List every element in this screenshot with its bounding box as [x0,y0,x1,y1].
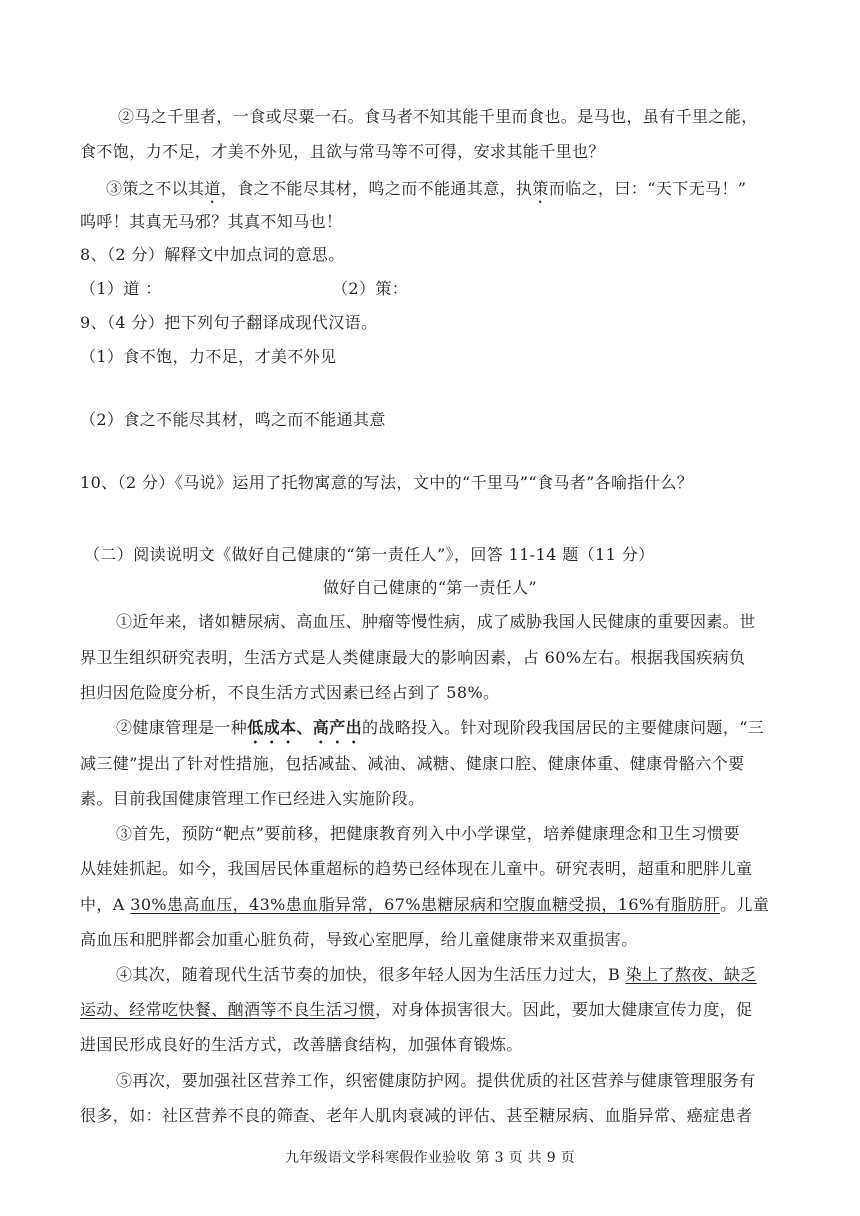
underlined-sentence-a: 30%患高血压，43%患血脂异常，67%患糖尿病和空腹血糖受损，16%有脂肪肝 [130,895,721,914]
question-8-1: （1）道 ： [80,279,162,298]
question-9-2: （2）食之不能尽其材，鸣之而不能通其意 [80,410,386,429]
text-segment: 。儿童 [720,895,770,914]
question-8: 8、（2 分）解释文中加点词的意思。 [80,245,345,264]
article-p2-line1 [116,715,764,747]
article-p1-line2: 界卫生组织研究表明，生活方式是人类健康最大的影响因素，占 60%左右。根据我国疾病负 [80,648,746,667]
dotted-phrase-low-cost: 低成本、高产出 [247,718,363,737]
question-9-1: （1）食不饱，力不足，才美不外见 [80,347,337,366]
dotted-word-ce: 策 [532,179,549,198]
underlined-sentence-b-part2: 运动、经常吃快餐、酗酒等不良生活习惯 [80,1000,376,1019]
text-segment: 中，A [80,895,131,914]
article-p4-line3: 进国民形成良好的生活方式，改善膳食结构，加强体育锻炼。 [80,1035,523,1054]
section2-intro: （二）阅读说明文《做好自己健康的“第一责任人”》，回答 11-14 题（11 分） [84,545,655,564]
passage-p2-line2: 食不饱，力不足，才美不外见，且欲与常马等不可得，安求其能千里也？ [80,142,605,161]
dotted-word-dao: 道 [204,179,221,198]
passage-p3-line2: 呜呼！其真无马邪？其真不知马也！ [80,212,343,231]
article-p1-line1: ①近年来，诸如糖尿病、高血压、肿瘤等慢性病，成了威胁我国人民健康的重要因素。世 [116,612,756,631]
article-p5-line1: ⑤再次，要加强社区营养工作，织密健康防护网。提供优质的社区营养与健康管理服务有 [116,1071,756,1090]
text-segment: ④其次，随着现代生活节奏的加快，很多年轻人因为生活压力过大，B [116,965,626,984]
article-p3-line3 [80,892,769,915]
article-p2-line2: 减三健”提出了针对性措施，包括减盐、减油、减糖、健康口腔、健康体重、健康骨骼六个要 [80,754,745,773]
question-8-2: （2）策： [332,279,409,298]
text-segment: 而临之，曰：“天下无马！” [548,179,747,198]
article-p5-line2: 很多，如：社区营养不良的筛查、老年人肌肉衰减的评估、甚至糖尿病、血脂异常、癌症患者 [80,1106,753,1125]
article-p3-line4: 高血压和肥胖都会加重心脏负荷，导致心室肥厚，给儿童健康带来双重损害。 [80,930,638,949]
text-segment: 的战略投入。针对现阶段我国居民的主要健康问题，“三 [362,718,765,737]
question-9: 9、（4 分）把下列句子翻译成现代汉语。 [80,313,378,332]
passage-p2-line1: ②马之千里者，一食或尽粟一石。食马者不知其能千里而食也。是马也，虽有千里之能， [118,107,758,126]
article-p3-line2: 从娃娃抓起。如今，我国居民体重超标的趋势已经体现在儿童中。研究表明，超重和肥胖儿童 [80,859,753,878]
passage-p3-line1 [106,176,746,207]
article-p3-line1: ③首先，预防“靶点”要前移，把健康教育列入中小学课堂，培养健康理念和卫生习惯要 [116,824,740,843]
text-segment: ，食之不能尽其材，鸣之而不能通其意，执 [220,179,533,198]
text-segment: ②健康管理是一种 [116,718,248,737]
article-p1-line3: 担归因危险度分析，不良生活方式因素已经占到了 58%。 [80,683,500,702]
page-footer: 九年级语文学科寒假作业验收 第 3 页 共 9 页 [284,1150,575,1166]
text-segment: ，对身体损害很大。因此，要加大健康宣传力度，促 [375,1000,753,1019]
article-p2-line3: 素。目前我国健康管理工作已经进入实施阶段。 [80,789,425,808]
underlined-sentence-b-part1: 染上了熬夜、缺乏 [625,965,757,984]
article-title: 做好自己健康的“第一责任人” [323,578,537,597]
article-p4-line2 [80,997,752,1020]
article-p4-line1 [116,962,757,985]
text-segment: ③策之不以其 [106,179,205,198]
question-10: 10、（2 分）《马说》运用了托物寓意的写法，文中的“千里马”“食马者”各喻指什么？ [80,473,694,492]
